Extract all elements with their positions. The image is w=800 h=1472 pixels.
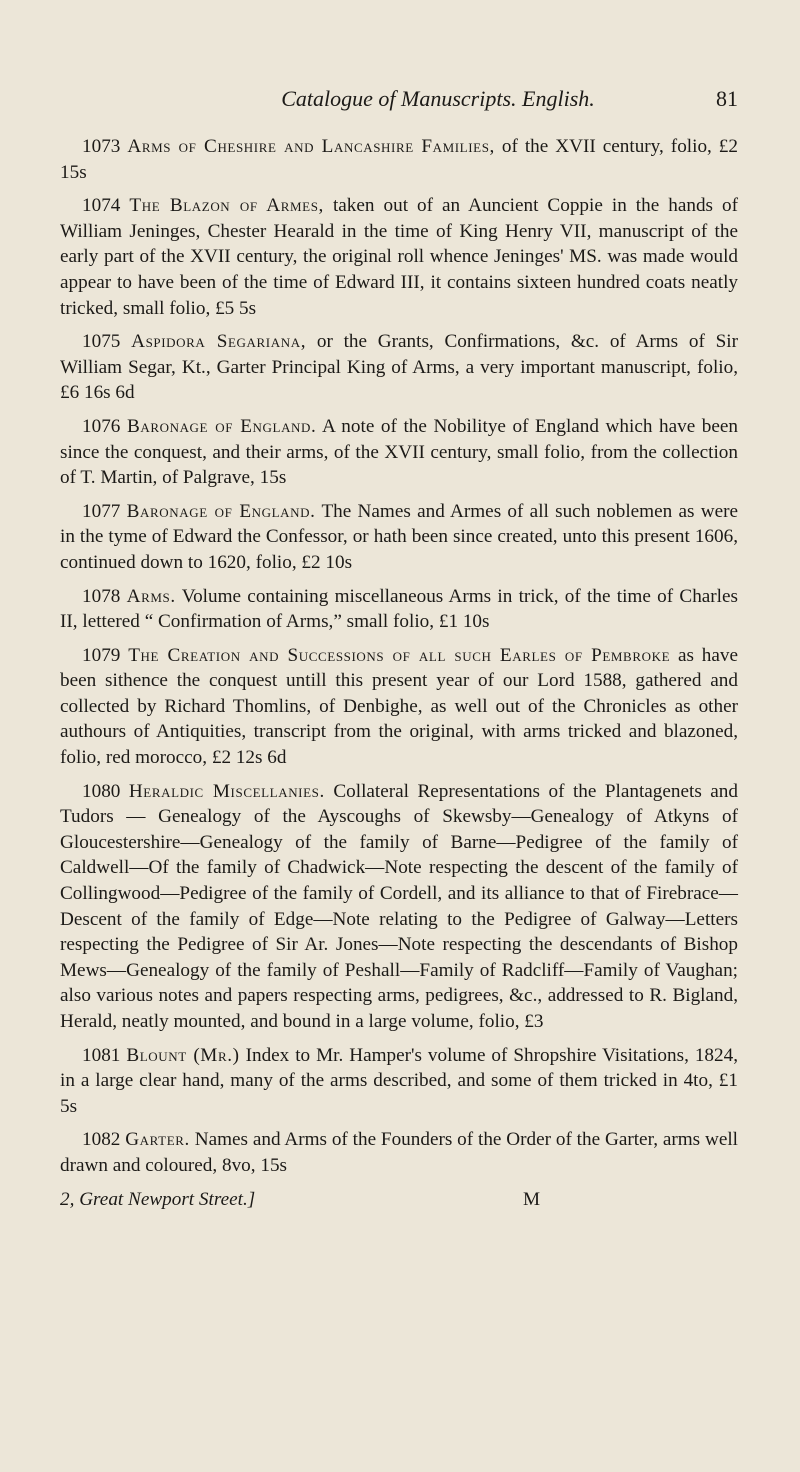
entry-text: as have been sithence the conquest untill this present year of our Lord 1588, gathered and collected by Richard Thomlins, of Denbighe, as well out of the Chronicles as other authours of Antiquities, transcript from the original, with arms tricked and blazoned, folio, red morocco, £2 12s 6d xyxy=(60,644,738,769)
entry-text: A note of the Nobilitye of England which have been since the conquest, and their arms, of the XVII century, small folio, from the collection of T. Martin, of Palgrave, 15s xyxy=(60,415,738,489)
entry-text: Collateral Representations of the Plantagenets and Tudors — Genealogy of the Ayscoughs of Skewsby—Genealogy of Atkyns of Gloucestershire—Genealogy of the family of Barne—Pedigree of the family of Caldwell—Of the family of Chadwick—Note respecting the descent of the family of Collingwood—Pedigree of the family of Cordell, and its alliance to that of Firebrace—Descent of the family of Edge—Note relating to the Pedigree of Galway—Letters respecting the Pedigree of Sir Ar. Jones—Note respecting the descendants of Bishop Mews—Genealogy of the family of Peshall—Family of Radcliff—Family of Vaughan; also various notes and papers respecting arms, pedigrees, &c., addressed to R. Bigland, Herald, neatly mounted, and bound in a large volume, folio, £3 xyxy=(60,780,738,1032)
entry-text: of the XVII century, folio, £2 15s xyxy=(60,136,738,183)
catalogue-entry xyxy=(60,329,738,406)
signature-mark: M xyxy=(522,1188,540,1210)
catalogue-entry xyxy=(60,1043,738,1120)
entry-title: Garter. xyxy=(125,1129,190,1151)
entry-text: Index to Mr. Hamper's volume of Shropshire Visitations, 1824, in a large clear hand, many of the arms described, and some of them tricked in 4to, £1 5s xyxy=(60,1044,738,1117)
entry-number: 1074 xyxy=(82,195,121,217)
entry-number: 1073 xyxy=(82,136,121,157)
entry-title: Baronage of England. xyxy=(126,415,317,437)
entry-text: or the Grants, Confirmations, &c. of Arms of Sir William Segar, Kt., Garter Principal King of Arms, a very important manuscript, folio, £6 16s 6d xyxy=(60,331,739,404)
entry-title: The Creation and Successions of all such Earles of Pembroke xyxy=(128,644,671,666)
entry-text: Volume containing miscellaneous Arms in trick, of the time of Charles II, lettered “ Confirmation of Arms,” small folio, £1 10s xyxy=(60,585,739,633)
header-title: Catalogue of Manuscripts. English. xyxy=(281,86,595,111)
catalogue-entry xyxy=(60,414,738,491)
entry-title: The Blazon of Armes, xyxy=(129,195,324,217)
footer-address: 2, Great Newport Street.] xyxy=(60,1188,256,1210)
entry-title: Blount (Mr.) xyxy=(126,1044,240,1066)
page-footer xyxy=(60,1187,540,1213)
entry-title: Heraldic Miscellanies. xyxy=(128,780,325,802)
catalogue-entry xyxy=(60,499,738,576)
catalogue-entry xyxy=(60,134,738,185)
entry-text: taken out of an Auncient Coppie in the hands of William Jeninges, Chester Hearald in the time of King Henry VII, manuscript of the early part of the XVII century, the original roll whence Jeninges' MS. was made would appear to have been of the time of Edward III, it contains sixteen hundred coats neatly tricked, small folio, £5 5s xyxy=(60,195,739,319)
entry-title: Aspidora Segariana, xyxy=(131,331,307,353)
entry-number: 1076 xyxy=(82,415,121,437)
catalogue-entry xyxy=(60,643,738,771)
catalogue-entry xyxy=(60,779,738,1035)
entry-title: Arms. xyxy=(126,585,176,607)
running-header xyxy=(60,86,738,112)
entry-number: 1079 xyxy=(82,644,121,666)
entry-title: Baronage of England. xyxy=(126,500,316,522)
entry-number: 1081 xyxy=(82,1044,121,1066)
catalogue-entry xyxy=(60,1127,738,1178)
entry-number: 1075 xyxy=(82,331,121,353)
entry-number: 1080 xyxy=(82,780,121,802)
entry-number: 1082 xyxy=(82,1129,121,1151)
catalogue-entry xyxy=(60,584,738,635)
entry-text: Names and Arms of the Founders of the Order of the Garter, arms well drawn and coloured, 8vo, 15s xyxy=(60,1129,738,1176)
entry-title: Arms of Cheshire and Lancashire Families, xyxy=(127,136,495,157)
entry-number: 1078 xyxy=(82,585,121,607)
entry-list xyxy=(60,134,738,1179)
entry-number: 1077 xyxy=(82,500,121,522)
entry-text: The Names and Armes of all such noblemen as were in the tyme of Edward the Confessor, or hath been since created, unto this present 1606, continued down to 1620, folio, £2 10s xyxy=(60,500,739,573)
catalogue-entry xyxy=(60,193,738,321)
page-number: 81 xyxy=(716,86,738,111)
